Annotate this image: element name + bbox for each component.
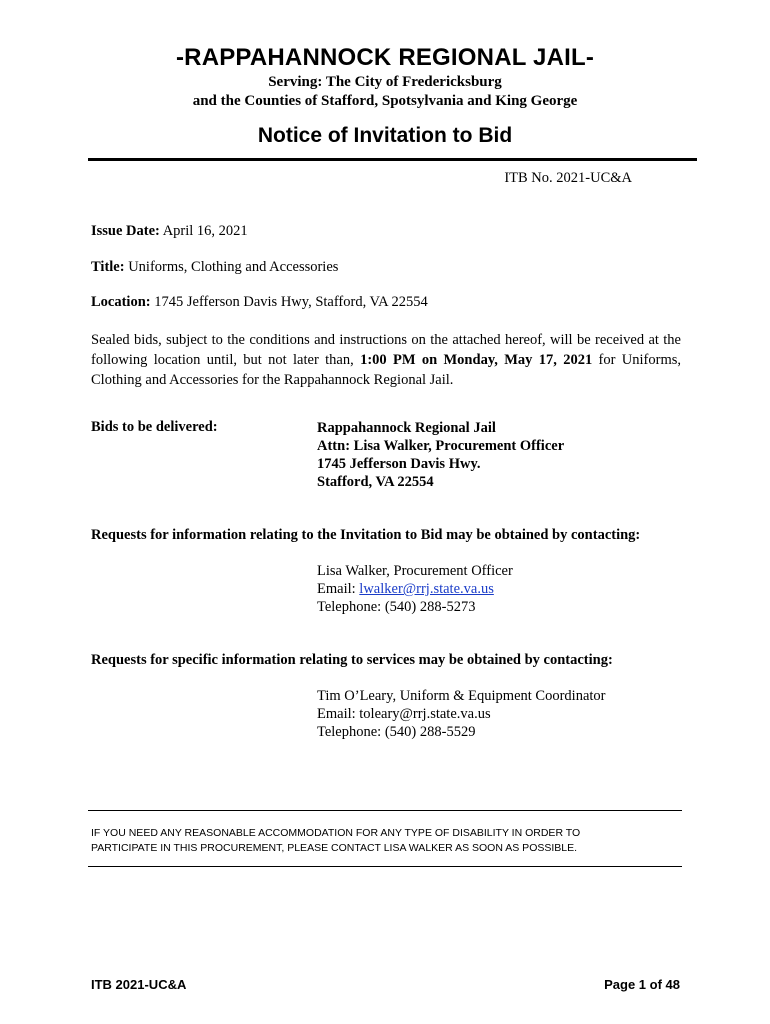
- accommodation-line-1: IF YOU NEED ANY REASONABLE ACCOMMODATION FOR ANY TYPE OF DISABILITY IN ORDER TO: [91, 827, 581, 839]
- services-contact-name: Tim O’Leary, Uniform & Equipment Coordinator: [317, 688, 606, 704]
- serving-line-2: and the Counties of Stafford, Spotsylvania and King George: [192, 93, 578, 109]
- issue-date-label: Issue Date:: [91, 223, 160, 239]
- services-contact-phone: Telephone: (540) 288-5529: [317, 724, 476, 740]
- notice-title: Notice of Invitation to Bid: [257, 124, 513, 147]
- footer-itb-number: ITB 2021-UC&A: [91, 977, 187, 992]
- issue-date-line: [91, 223, 248, 240]
- bid-paragraph: [91, 330, 681, 390]
- paragraph-after: for Uniforms, Clothing and Accessories for the Rappahannock Regional Jail.: [91, 352, 681, 388]
- location-value: 1745 Jefferson Davis Hwy, Stafford, VA 22554: [154, 294, 428, 310]
- issue-date-value: April 16, 2021: [162, 223, 248, 239]
- title-divider: [88, 158, 697, 161]
- itb-contact-email-line: [317, 580, 513, 598]
- itb-contact-name: Lisa Walker, Procurement Officer: [317, 563, 513, 579]
- title-line: [91, 259, 338, 276]
- itb-contact-block: [317, 562, 513, 616]
- delivery-line-2: Attn: Lisa Walker, Procurement Officer: [317, 438, 565, 454]
- jail-title: -RAPPAHANNOCK REGIONAL JAIL-: [175, 44, 595, 71]
- delivery-line-3: 1745 Jefferson Davis Hwy.: [317, 456, 481, 472]
- location-label: Location:: [91, 294, 151, 310]
- title-value: Uniforms, Clothing and Accessories: [128, 259, 339, 275]
- accommodation-notice: [91, 826, 681, 856]
- itb-number: ITB No. 2021-UC&A: [504, 170, 632, 186]
- delivery-address: [317, 419, 564, 491]
- accommodation-line-2: PARTICIPATE IN THIS PROCUREMENT, PLEASE CONTACT LISA WALKER AS SOON AS POSSIBLE.: [91, 842, 578, 854]
- footer-page-number: Page 1 of 48: [604, 977, 680, 992]
- delivery-line-4: Stafford, VA 22554: [317, 474, 434, 490]
- itb-email-label: Email:: [317, 581, 360, 597]
- services-info-heading: Requests for specific information relating to services may be obtained by contacting:: [91, 652, 613, 668]
- accommodation-top-rule: [88, 810, 682, 811]
- accommodation-bottom-rule: [88, 866, 682, 867]
- serving-line-1: Serving: The City of Fredericksburg: [268, 74, 502, 90]
- itb-info-heading: Requests for information relating to the Invitation to Bid may be obtained by contacting:: [91, 527, 641, 543]
- services-contact-email: Email: toleary@rrj.state.va.us: [317, 706, 491, 722]
- services-contact-block: [317, 687, 606, 741]
- delivery-line-1: Rappahannock Regional Jail: [317, 420, 496, 436]
- delivery-label: Bids to be delivered:: [91, 419, 218, 435]
- itb-contact-email-link[interactable]: lwalker@rrj.state.va.us: [359, 581, 494, 597]
- paragraph-before: Sealed bids, subject to the conditions and instructions on the attached hereof, will be received at the following location until, but not later than,: [91, 332, 681, 368]
- itb-contact-phone: Telephone: (540) 288-5273: [317, 599, 476, 615]
- title-label: Title:: [91, 259, 125, 275]
- location-line: [91, 294, 428, 311]
- bid-deadline: 1:00 PM on Monday, May 17, 2021: [360, 352, 593, 368]
